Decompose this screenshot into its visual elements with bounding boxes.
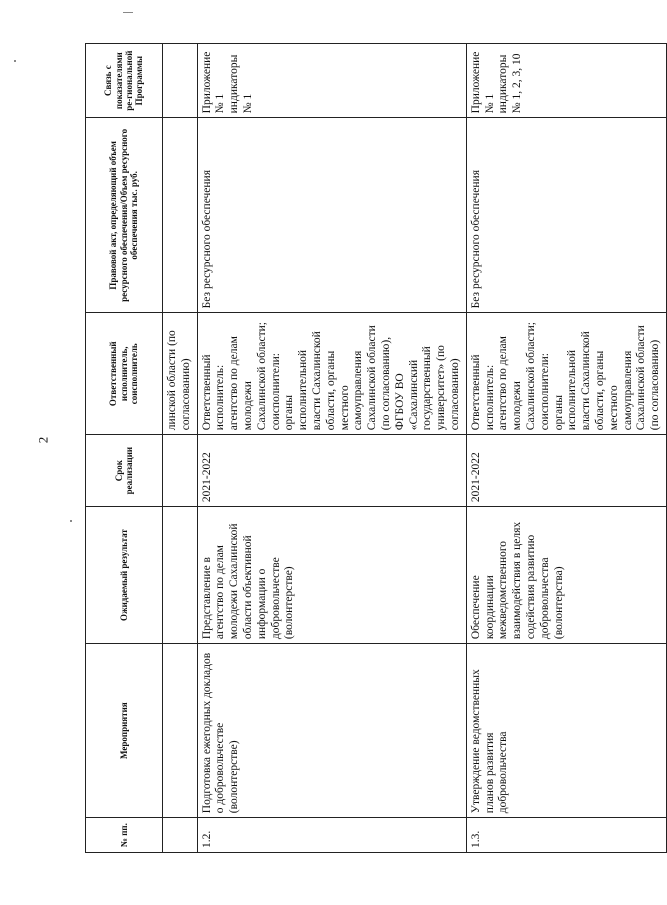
table-header-row [86,44,163,853]
cell-executor: Ответственный исполнитель: агентство по делам молодежи Сахалинской области; соисполнители: органы исполнительной власти Сахалинской области, органы местного самоуправления Сахалинской области (по согласованию) [466,313,666,435]
header-link: Связь с показателями ре-гиональной Программы [86,44,163,118]
cell-executor-continued: линской области (по согласованию) [163,313,198,435]
cell-empty [163,118,198,313]
scan-speck [70,520,72,522]
header-term: Срок реализации [86,435,163,507]
page-number: 2 [35,436,51,444]
cell-empty [163,818,198,853]
scan-speck [14,60,16,62]
cell-result: Представление в агентство по делам молодежи Сахалинской области объективной информации о добровольчестве (волонтерстве) [197,507,466,644]
cell-empty [163,435,198,507]
header-legal-act: Правовой акт, определяющий объем ресурсного обеспечения/Объем ресурсного обеспечения тыс. руб. [86,118,163,313]
cell-empty [163,507,198,644]
cell-empty [163,644,198,818]
program-table [85,43,667,853]
cell-result: Обеспечение координации межведомственного взаимодействия в целях содействия развитию добровольчества (волонтерства) [466,507,666,644]
cell-number: 1.3. [466,818,666,853]
rotated-table-container [85,43,662,853]
cell-link: Приложение № 1 индикаторы № 1 [197,44,466,118]
cell-term: 2021-2022 [197,435,466,507]
cell-event: Подготовка ежегодных докладов о добровольчестве (волонтерстве) [197,644,466,818]
table-row [197,44,466,853]
cell-link: Приложение № 1 индикаторы № 1, 2, 3, 10 [466,44,666,118]
table-row [466,44,666,853]
cell-executor: Ответственный исполнитель: агентство по делам молодежи Сахалинской области; соисполнители: органы исполнительной власти Сахалинской области, органы местного самоуправления Сахалинской области (по согласованию), ФГБОУ ВО «Сахалинский государственный университет» (по согласованию) [197,313,466,435]
cell-legal-act: Без ресурсного обеспечения [197,118,466,313]
table-row-continuation [163,44,198,853]
cell-legal-act: Без ресурсного обеспечения [466,118,666,313]
header-number: № пп. [86,818,163,853]
scan-speck [123,12,133,13]
cell-event: Утверждение ведомственных планов развития добровольчества [466,644,666,818]
cell-term: 2021-2022 [466,435,666,507]
cell-empty [163,44,198,118]
header-executor: Ответственный исполнитель, соисполнитель [86,313,163,435]
header-event: Мероприятия [86,644,163,818]
cell-number: 1.2. [197,818,466,853]
header-result: Ожидаемый результат [86,507,163,644]
